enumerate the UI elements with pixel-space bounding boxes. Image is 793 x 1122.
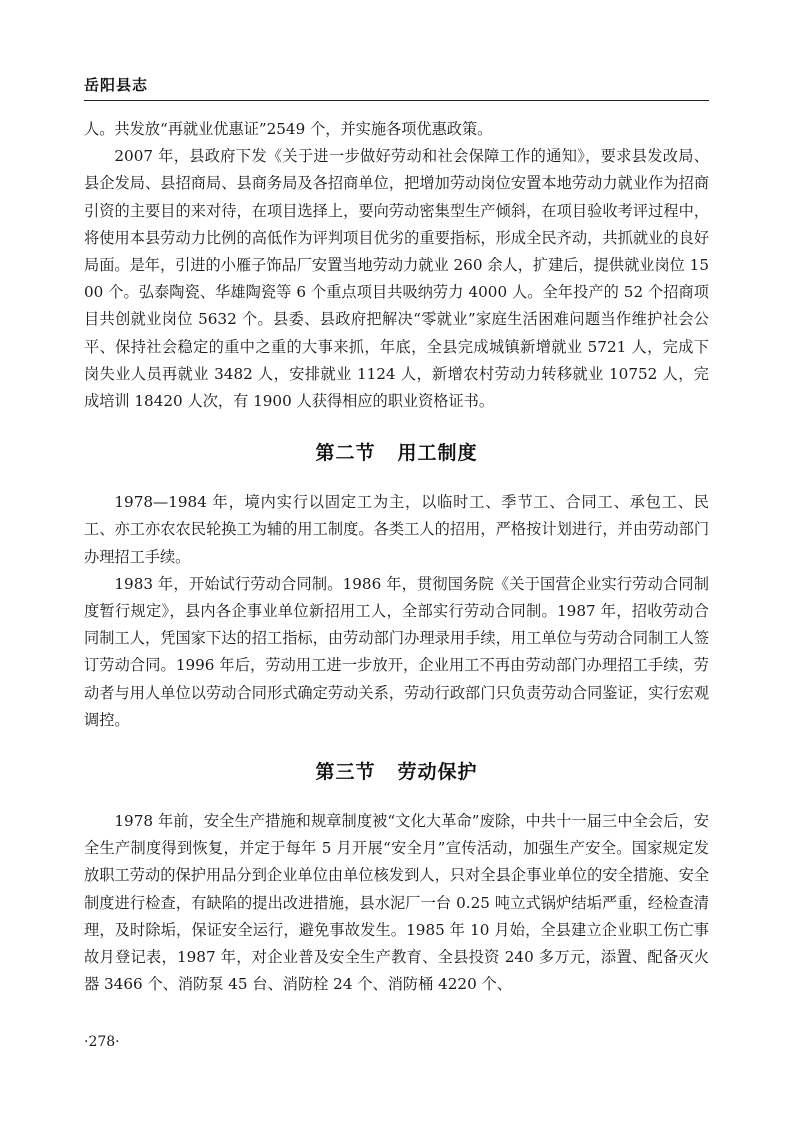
- paragraph: 1983 年，开始试行劳动合同制。1986 年，贯彻国务院《关于国营企业实行劳动合同制度暂行规定》，县内各企事业单位新招用工人，全部实行劳动合同制。1987 年，招收劳动合同制工人，凭国家下达的招工指标，由劳动部门办理录用手续，用工单位与劳动合同制工人签订劳动合同。1996 年后，劳动用工进一步放开，企业用工不再由劳动部门办理招工手续，劳动者与用人单位以劳动合同形式确定劳动关系，劳动行政部门只负责劳动合同鉴证，实行宏观调控。: [84, 574, 709, 729]
- header-divider: [84, 100, 709, 101]
- section-title: 劳动保护: [397, 761, 478, 784]
- section-title: 用工制度: [397, 442, 478, 465]
- section-number: 第二节: [315, 442, 376, 465]
- page-number: ·278·: [84, 1034, 120, 1050]
- section-heading: [84, 437, 709, 469]
- running-header-title: 岳阳县志: [84, 76, 149, 94]
- page-content: [84, 116, 709, 998]
- section-number: 第三节: [315, 761, 376, 784]
- paragraph: 1978—1984 年，境内实行以固定工为主，以临时工、季节工、合同工、承包工、民工、亦工亦农农民轮换工为辅的用工制度。各类工人的招用，严格按计划进行，并由劳动部门办理招工手续。: [84, 493, 709, 566]
- paragraph-continued: 人。共发放“再就业优惠证”2549 个，并实施各项优惠政策。: [84, 120, 493, 138]
- paragraph: 2007 年，县政府下发《关于进一步做好劳动和社会保障工作的通知》，要求县发改局、县企发局、县招商局、县商务局及各招商单位，把增加劳动岗位安置本地劳动力就业作为招商引资的主要目的来对待，在项目选择上，要向劳动密集型生产倾斜，在项目验收考评过程中，将使用本县劳动力比例的高低作为评判项目优劣的重要指标，形成全民齐动，共抓就业的良好局面。是年，引进的小雁子饰品厂安置当地劳动力就业 260 余人，扩建后，提供就业岗位 1500 个。弘泰陶瓷、华雄陶瓷等 6 个重点项目共吸纳劳力 4000 人。全年投产的 52 个招商项目共创就业岗位 5632 个。县委、县政府把解决“零就业”家庭生活困难问题当作维护社会公平、保持社会稳定的重中之重的大事来抓，年底，全县完成城镇新增就业 5721 人，完成下岗失业人员再就业 3482 人，安排就业 1124 人，新增农村劳动力转移就业 10752 人，完成培训 18420 人次，有 1900 人获得相应的职业资格证书。: [84, 147, 709, 411]
- section-heading: [84, 756, 709, 788]
- paragraph: 1978 年前，安全生产措施和规章制度被“文化大革命”废除，中共十一届三中全会后，安全生产制度得到恢复，并定于每年 5 月开展“安全月”宣传活动，加强生产安全。国家规定发放职工劳动的保护用品分到企业单位由单位核发到人，只对全县企事业单位的安全措施、安全制度进行检查，有缺陷的提出改进措施，县水泥厂一台 0.25 吨立式锅炉结垢严重，经检查清理，及时除垢，保证安全运行，避免事故发生。1985 年 10 月始，全县建立企业职工伤亡事故月登记表，1987 年，对企业普及安全生产教育、全县投资 240 多万元，添置、配备灭火器 3466 个、消防泵 45 台、消防栓 24 个、消防桶 4220 个、: [84, 812, 709, 994]
